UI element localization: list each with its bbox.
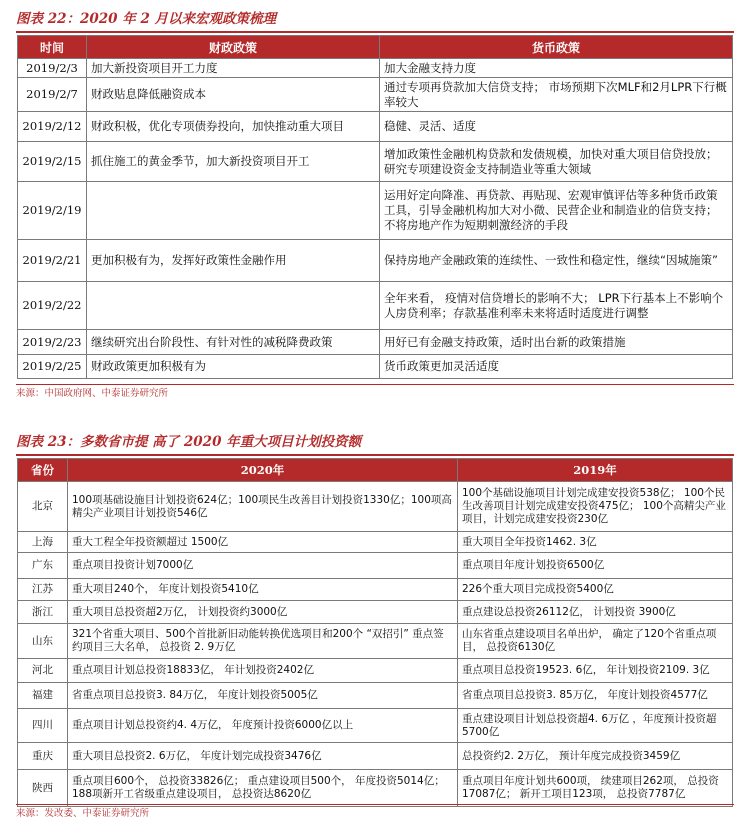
2020-cell: 321个省重大项目、500个首批新旧动能转换优选项目和200个 “双招引” 重点签约项目三大名单， 总投资 2. 9万亿 — [68, 624, 458, 659]
figure-22-source: 来源：中国政府网、中泰证券研究所 — [16, 384, 734, 401]
table-row — [18, 182, 733, 240]
fiscal-cell: 继续研究出台阶段性、有针对性的减税降费政策 — [87, 330, 380, 355]
fiscal-cell: 加大新投资项目开工力度 — [87, 59, 380, 78]
province-cell: 河北 — [18, 659, 68, 683]
2019-cell: 重点项目总投资19523. 6亿， 年计划投资2109. 3亿 — [458, 659, 733, 683]
table-row — [18, 601, 733, 624]
table-row — [18, 743, 733, 770]
header-2019: 2019年 — [458, 459, 733, 482]
monetary-cell: 加大金融支持力度 — [380, 59, 733, 78]
key-projects-investment-table — [17, 458, 733, 807]
province-cell: 上海 — [18, 532, 68, 553]
2019-cell: 山东省重点建设项目名单出炉， 确定了120个省重点项目， 总投资6130亿 — [458, 624, 733, 659]
province-cell: 浙江 — [18, 601, 68, 624]
date-cell: 2019/2/21 — [18, 240, 87, 282]
date-cell: 2019/2/23 — [18, 330, 87, 355]
table-row — [18, 624, 733, 659]
monetary-cell: 运用好定向降准、再贷款、再贴现、宏观审慎评估等多种货币政策工具，引导金融机构加大对小微、民营企业和制造业的信贷支持；不将房地产作为短期刺激经济的手段 — [380, 182, 733, 240]
province-cell: 广东 — [18, 553, 68, 579]
table-row — [18, 240, 733, 282]
header-monetary-policy: 货币政策 — [380, 36, 733, 59]
table-row — [18, 770, 733, 807]
fiscal-cell — [87, 182, 380, 240]
table-row — [18, 59, 733, 78]
2019-cell: 重点项目年度计划投资6500亿 — [458, 553, 733, 579]
table-row — [18, 330, 733, 355]
date-cell: 2019/2/22 — [18, 282, 87, 330]
date-cell: 2019/2/25 — [18, 355, 87, 379]
table-row — [18, 282, 733, 330]
2019-cell: 重点项目年度计划共600项， 续建项目262项， 总投资17087亿； 新开工项目123项， 总投资7787亿 — [458, 770, 733, 807]
date-cell: 2019/2/12 — [18, 112, 87, 142]
province-cell: 山东 — [18, 624, 68, 659]
fiscal-cell: 更加积极有为，发挥好政策性金融作用 — [87, 240, 380, 282]
2019-cell: 省重点项目总投资3. 85万亿， 年度计划投资4577亿 — [458, 683, 733, 709]
2020-cell: 重大项目总投资超2万亿， 计划投资约3000亿 — [68, 601, 458, 624]
table-row — [18, 553, 733, 579]
header-province: 省份 — [18, 459, 68, 482]
2019-cell: 重大项目全年投资1462. 3亿 — [458, 532, 733, 553]
fiscal-cell: 财政贴息降低融资成本 — [87, 78, 380, 112]
2020-cell: 100项基础设施目计划投资624亿；100项民生改善目计划投资1330亿；100项高精尖产业项目计划投资546亿 — [68, 482, 458, 532]
table-row — [18, 355, 733, 379]
table-row — [18, 532, 733, 553]
fiscal-cell: 财政政策更加积极有为 — [87, 355, 380, 379]
2019-cell: 100个基础设施项目计划完成建安投资538亿； 100个民生改善项目计划完成建安投资475亿； 100个高精尖产业项目，计划完成建安投资230亿 — [458, 482, 733, 532]
figure-22-title: 图表 22：2020 年 2 月以来宏观政策梳理 — [16, 9, 734, 33]
fiscal-cell — [87, 282, 380, 330]
province-cell: 江苏 — [18, 579, 68, 601]
2020-cell: 省重点项目总投资3. 84万亿， 年度计划投资5005亿 — [68, 683, 458, 709]
table-row — [18, 579, 733, 601]
province-cell: 陕西 — [18, 770, 68, 807]
table-row — [18, 659, 733, 683]
monetary-cell: 用好已有金融支持政策，适时出台新的政策措施 — [380, 330, 733, 355]
2019-cell: 226个重大项目完成投资5400亿 — [458, 579, 733, 601]
2020-cell: 重点项目计划总投资约4. 4万亿， 年度预计投资6000亿以上 — [68, 709, 458, 743]
table-row — [18, 78, 733, 112]
table-row — [18, 683, 733, 709]
province-cell: 四川 — [18, 709, 68, 743]
2019-cell: 重点建设项目计划总投资超4. 6万亿 ，年度预计投资超5700亿 — [458, 709, 733, 743]
2019-cell: 总投资约2. 2万亿， 预计年度完成投资3459亿 — [458, 743, 733, 770]
monetary-cell: 货币政策更加灵活适度 — [380, 355, 733, 379]
table-row — [18, 709, 733, 743]
header-date: 时间 — [18, 36, 87, 59]
monetary-cell: 保持房地产金融政策的连续性、一致性和稳定性，继续“因城施策” — [380, 240, 733, 282]
header-2020: 2020年 — [68, 459, 458, 482]
2020-cell: 重大项目240个， 年度计划投资5410亿 — [68, 579, 458, 601]
figure-23-source: 来源：发改委、中泰证券研究所 — [16, 804, 734, 821]
table-row — [18, 142, 733, 182]
date-cell: 2019/2/7 — [18, 78, 87, 112]
figure-23-title: 图表 23：多数省市提 高了 2020 年重大项目计划投资额 — [16, 432, 734, 456]
2020-cell: 重点项目计划总投资18833亿， 年计划投资2402亿 — [68, 659, 458, 683]
date-cell: 2019/2/19 — [18, 182, 87, 240]
monetary-cell: 稳健、灵活、适度 — [380, 112, 733, 142]
fiscal-cell: 抓住施工的黄金季节，加大新投资项目开工 — [87, 142, 380, 182]
date-cell: 2019/2/3 — [18, 59, 87, 78]
monetary-cell: 通过专项再贷款加大信贷支持； 市场预期下次MLF和2月LPR下行概率较大 — [380, 78, 733, 112]
macro-policy-table — [17, 35, 733, 379]
2020-cell: 重大项目总投资2. 6万亿， 年度计划完成投资3476亿 — [68, 743, 458, 770]
table-row — [18, 482, 733, 532]
province-cell: 重庆 — [18, 743, 68, 770]
province-cell: 北京 — [18, 482, 68, 532]
fiscal-cell: 财政积极，优化专项债券投向，加快推动重大项目 — [87, 112, 380, 142]
2020-cell: 重点项目投资计划7000亿 — [68, 553, 458, 579]
monetary-cell: 增加政策性金融机构贷款和发债规模，加快对重大项目信贷投放；研究专项建设资金支持制造业等重大领域 — [380, 142, 733, 182]
2019-cell: 重点建设总投资26112亿， 计划投资 3900亿 — [458, 601, 733, 624]
2020-cell: 重点项目600个， 总投资33826亿； 重点建设项目500个， 年度投资5014亿； 188项新开工省级重点建设项目， 总投资达8620亿 — [68, 770, 458, 807]
province-cell: 福建 — [18, 683, 68, 709]
date-cell: 2019/2/15 — [18, 142, 87, 182]
2020-cell: 重大工程全年投资额超过 1500亿 — [68, 532, 458, 553]
header-fiscal-policy: 财政政策 — [87, 36, 380, 59]
monetary-cell: 全年来看， 疫情对信贷增长的影响不大； LPR下行基本上不影响个人房贷利率；存款基准利率未来将适时适度进行调整 — [380, 282, 733, 330]
table-row — [18, 112, 733, 142]
